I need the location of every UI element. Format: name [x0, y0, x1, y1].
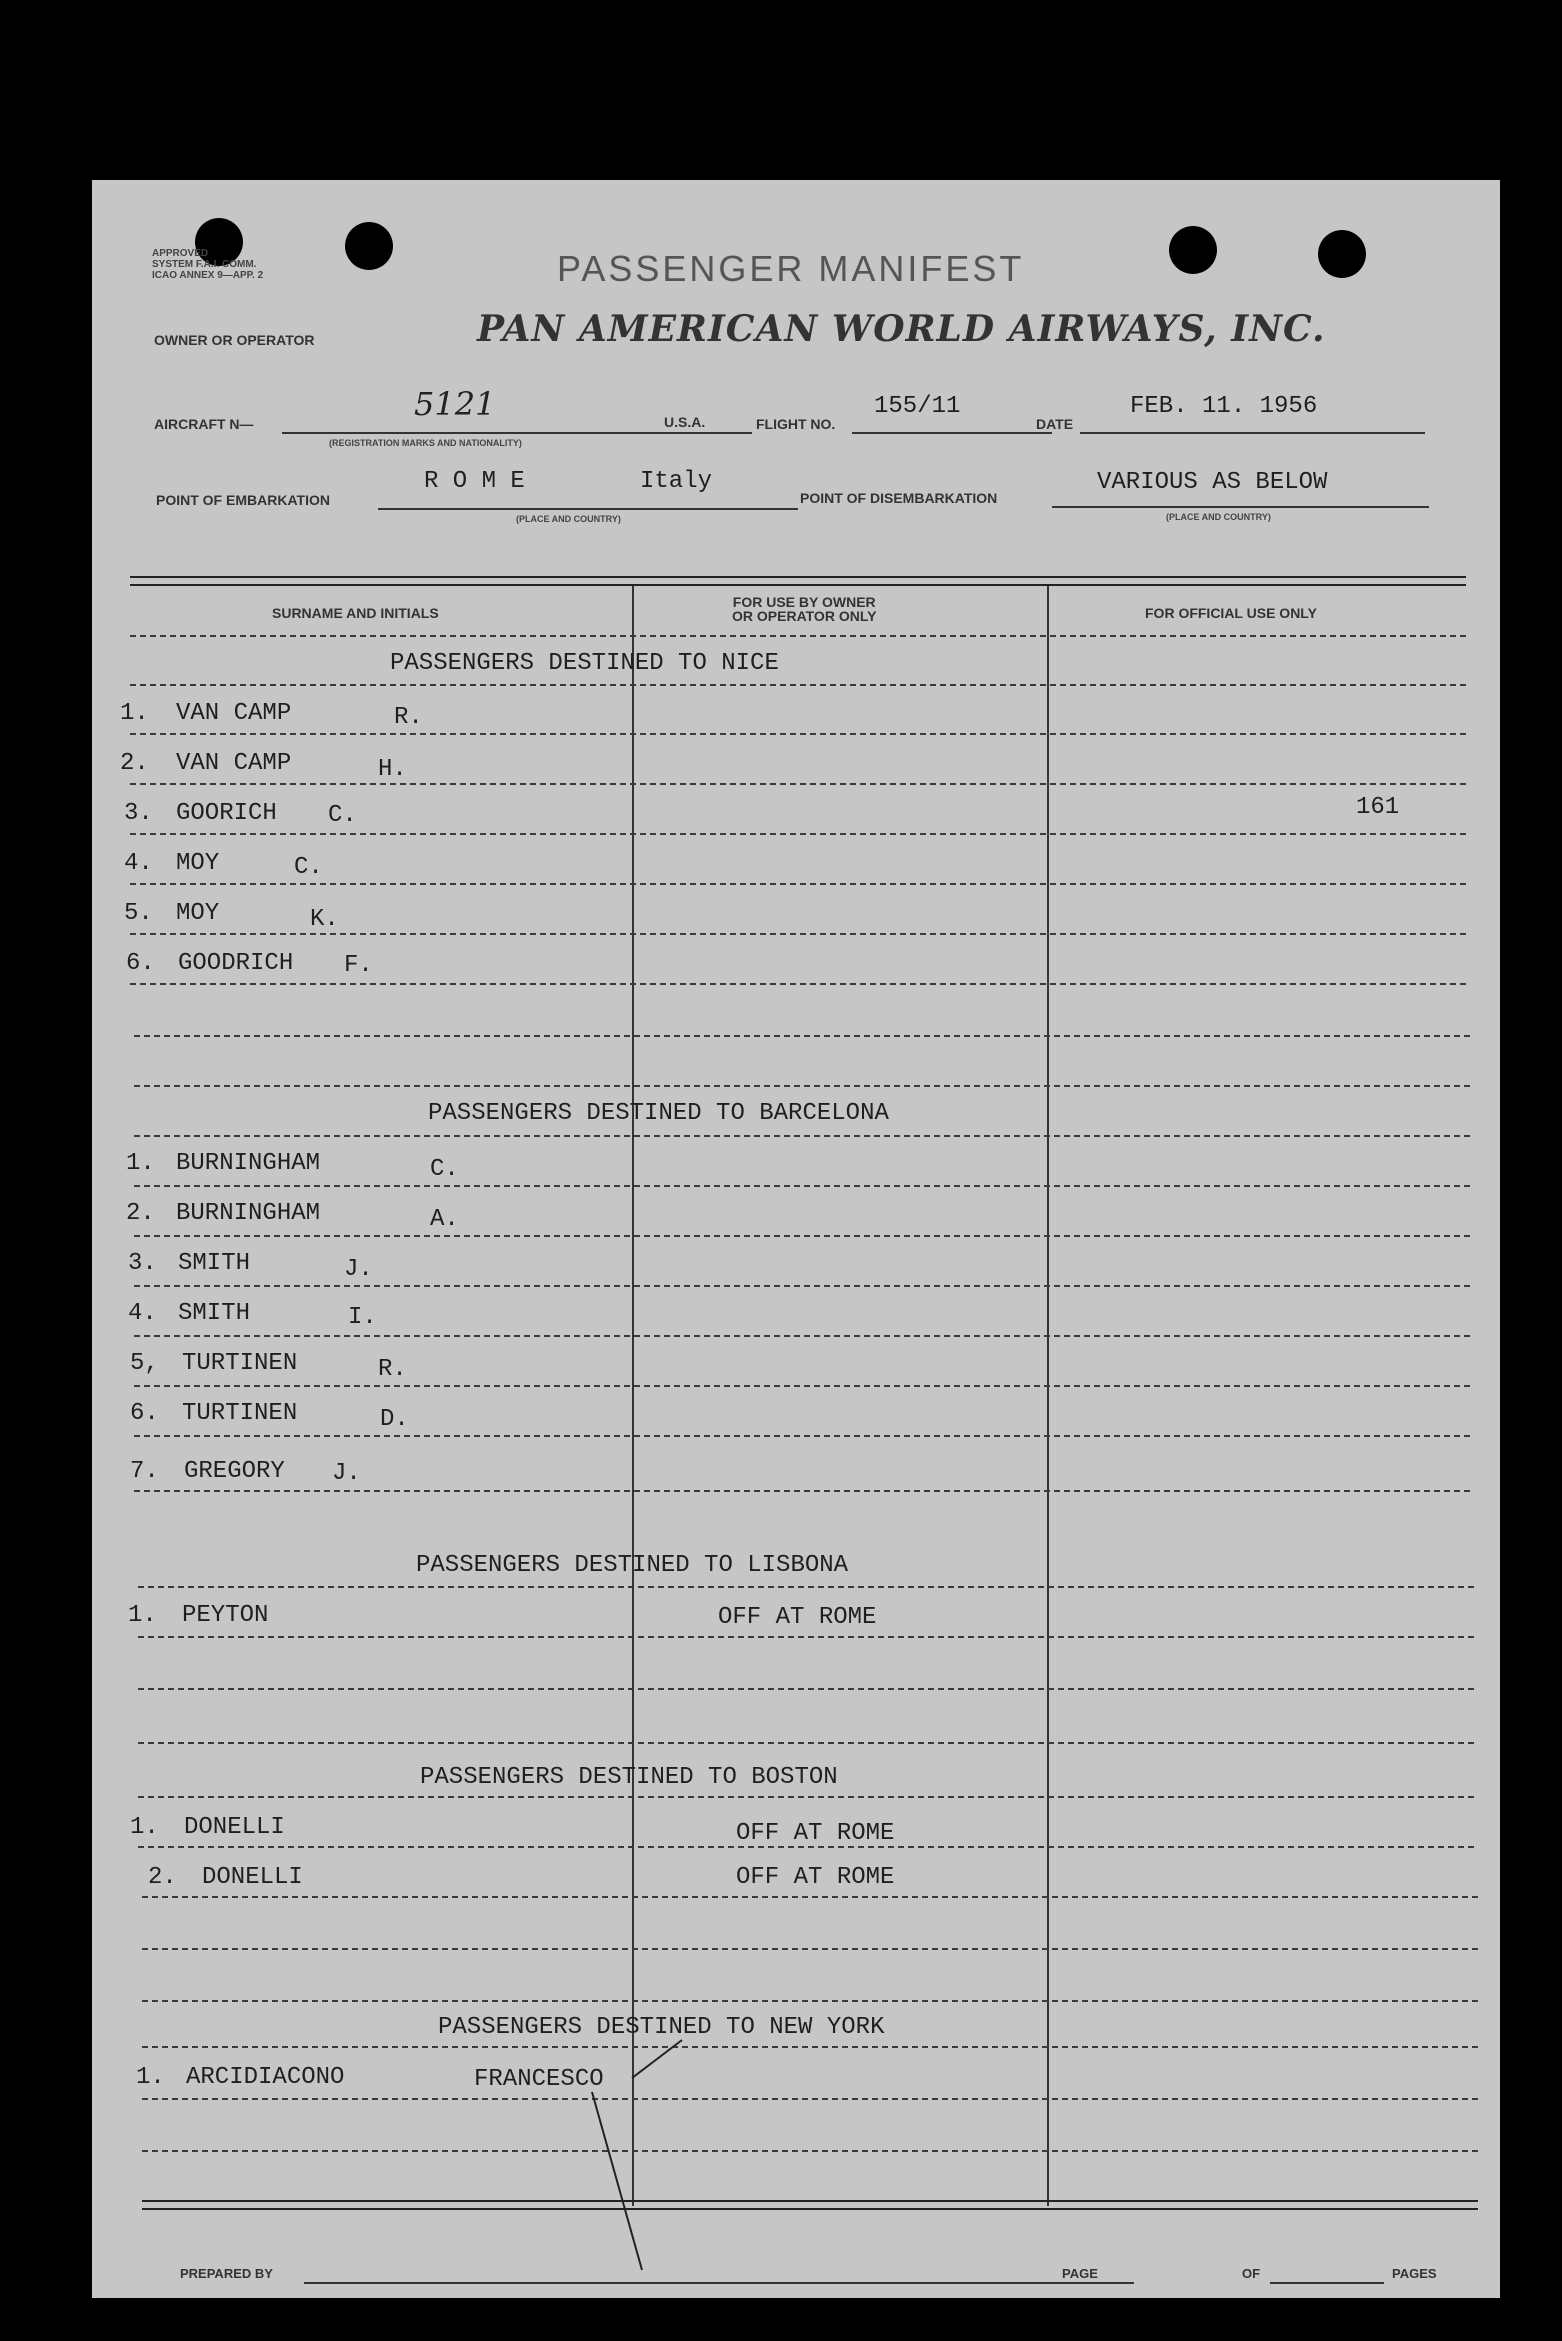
aircraft-label: AIRCRAFT N— [154, 416, 254, 432]
section-heading-nice: PASSENGERS DESTINED TO NICE [390, 650, 779, 677]
flight-label: FLIGHT NO. [756, 416, 836, 432]
section-heading-barcelona: PASSENGERS DESTINED TO BARCELONA [428, 1100, 889, 1127]
company-name: PAN AMERICAN WORLD AIRWAYS, INC. [477, 308, 1326, 350]
passenger-initial: D. [380, 1406, 409, 1433]
punch-hole [1169, 226, 1217, 274]
passenger-surname: TURTINEN [182, 1400, 298, 1427]
passenger-note: OFF AT ROME [736, 1864, 895, 1891]
passenger-initial: J. [332, 1460, 361, 1487]
punch-hole [1318, 230, 1366, 278]
passenger-surname: MOY [176, 900, 220, 927]
passenger-given-name: FRANCESCO [474, 2066, 604, 2093]
passenger-surname: GOORICH [176, 800, 277, 827]
date-value: FEB. 11. 1956 [1130, 393, 1318, 420]
embark-sub: (PLACE AND COUNTRY) [516, 514, 621, 524]
official-note: 161 [1356, 794, 1400, 821]
passenger-initial: R. [394, 704, 423, 731]
passenger-initial: C. [328, 802, 357, 829]
disembark-sub: (PLACE AND COUNTRY) [1166, 512, 1271, 522]
section-heading-boston: PASSENGERS DESTINED TO BOSTON [420, 1764, 838, 1791]
disembark-value: VARIOUS AS BELOW [1097, 469, 1328, 496]
passenger-initial: C. [430, 1156, 459, 1183]
approval-line: ICAO ANNEX 9—APP. 2 [152, 270, 264, 281]
passenger-initial: F. [344, 952, 373, 979]
passenger-initial: I. [348, 1304, 377, 1331]
passenger-initial: K. [310, 906, 339, 933]
embark-country: Italy [640, 468, 713, 495]
approval-line: SYSTEM F.A.I. COMM. [152, 259, 257, 270]
passenger-surname: MOY [176, 850, 220, 877]
passenger-number: 4. [128, 1300, 157, 1327]
manifest-sheet [92, 180, 1500, 2298]
passenger-surname: TURTINEN [182, 1350, 298, 1377]
passenger-surname: GREGORY [184, 1458, 285, 1485]
embark-label: POINT OF EMBARKATION [156, 492, 330, 508]
passenger-number: 7. [130, 1458, 159, 1485]
passenger-initial: C. [294, 854, 323, 881]
passenger-initial: H. [378, 756, 407, 783]
punch-hole [345, 222, 393, 270]
section-heading-lisbona: PASSENGERS DESTINED TO LISBONA [416, 1552, 849, 1579]
passenger-number: 6. [130, 1400, 159, 1427]
passenger-number: 1. [130, 1814, 159, 1841]
approval-line: APPROVED [152, 248, 209, 259]
passenger-surname: DONELLI [202, 1864, 303, 1891]
approval-block [152, 248, 263, 281]
disembark-label: POINT OF DISEMBARKATION [800, 490, 998, 506]
passenger-number: 3. [128, 1250, 157, 1277]
column-divider [632, 586, 634, 2206]
passenger-number: 2. [120, 750, 149, 777]
passenger-number: 1. [126, 1150, 155, 1177]
passenger-note: OFF AT ROME [718, 1604, 877, 1631]
pages-label: PAGES [1392, 2266, 1437, 2281]
passenger-number: 5, [130, 1350, 159, 1377]
flight-value: 155/11 [874, 393, 961, 420]
owner-label: OWNER OR OPERATOR [154, 332, 315, 348]
passenger-surname: DONELLI [184, 1814, 285, 1841]
passenger-surname: SMITH [178, 1300, 251, 1327]
prepared-by-label: PREPARED BY [180, 2266, 273, 2281]
passenger-number: 5. [124, 900, 153, 927]
embark-city: R O M E [424, 468, 525, 495]
passenger-number: 2. [148, 1864, 177, 1891]
column-divider [1047, 586, 1049, 2206]
column-header-owner: FOR USE BY OWNER OR OPERATOR ONLY [732, 594, 877, 624]
passenger-number: 6. [126, 950, 155, 977]
passenger-number: 1. [120, 700, 149, 727]
table-bottom-border [142, 2200, 1478, 2210]
passenger-surname: BURNINGHAM [176, 1200, 321, 1227]
date-label: DATE [1036, 416, 1074, 432]
passenger-surname: VAN CAMP [176, 750, 292, 777]
aircraft-value: 5121 [414, 385, 496, 423]
passenger-initial: R. [378, 1356, 407, 1383]
passenger-initial: A. [430, 1206, 459, 1233]
passenger-number: 4. [124, 850, 153, 877]
passenger-initial: J. [344, 1256, 373, 1283]
aircraft-sub: (REGISTRATION MARKS AND NATIONALITY) [329, 438, 522, 448]
section-heading-new-york: PASSENGERS DESTINED TO NEW YORK [438, 2014, 885, 2041]
form-title: PASSENGER MANIFEST [557, 248, 1025, 289]
passenger-number: 2. [126, 1200, 155, 1227]
passenger-number: 1. [128, 1602, 157, 1629]
column-header-official: FOR OFFICIAL USE ONLY [1145, 605, 1317, 621]
passenger-surname: BURNINGHAM [176, 1150, 321, 1177]
passenger-surname: VAN CAMP [176, 700, 292, 727]
of-label: OF [1242, 2266, 1261, 2281]
passenger-surname: SMITH [178, 1250, 251, 1277]
passenger-surname: ARCIDIACONO [186, 2064, 345, 2091]
passenger-number: 1. [136, 2064, 165, 2091]
pen-mark [572, 2030, 692, 2280]
usa-label: U.S.A. [664, 414, 706, 430]
passenger-surname: PEYTON [182, 1602, 269, 1629]
page-label: PAGE [1062, 2266, 1098, 2281]
passenger-note: OFF AT ROME [736, 1820, 895, 1847]
passenger-surname: GOODRICH [178, 950, 294, 977]
column-header-names: SURNAME AND INITIALS [272, 605, 439, 621]
table-top-border [130, 576, 1466, 586]
passenger-number: 3. [124, 800, 153, 827]
